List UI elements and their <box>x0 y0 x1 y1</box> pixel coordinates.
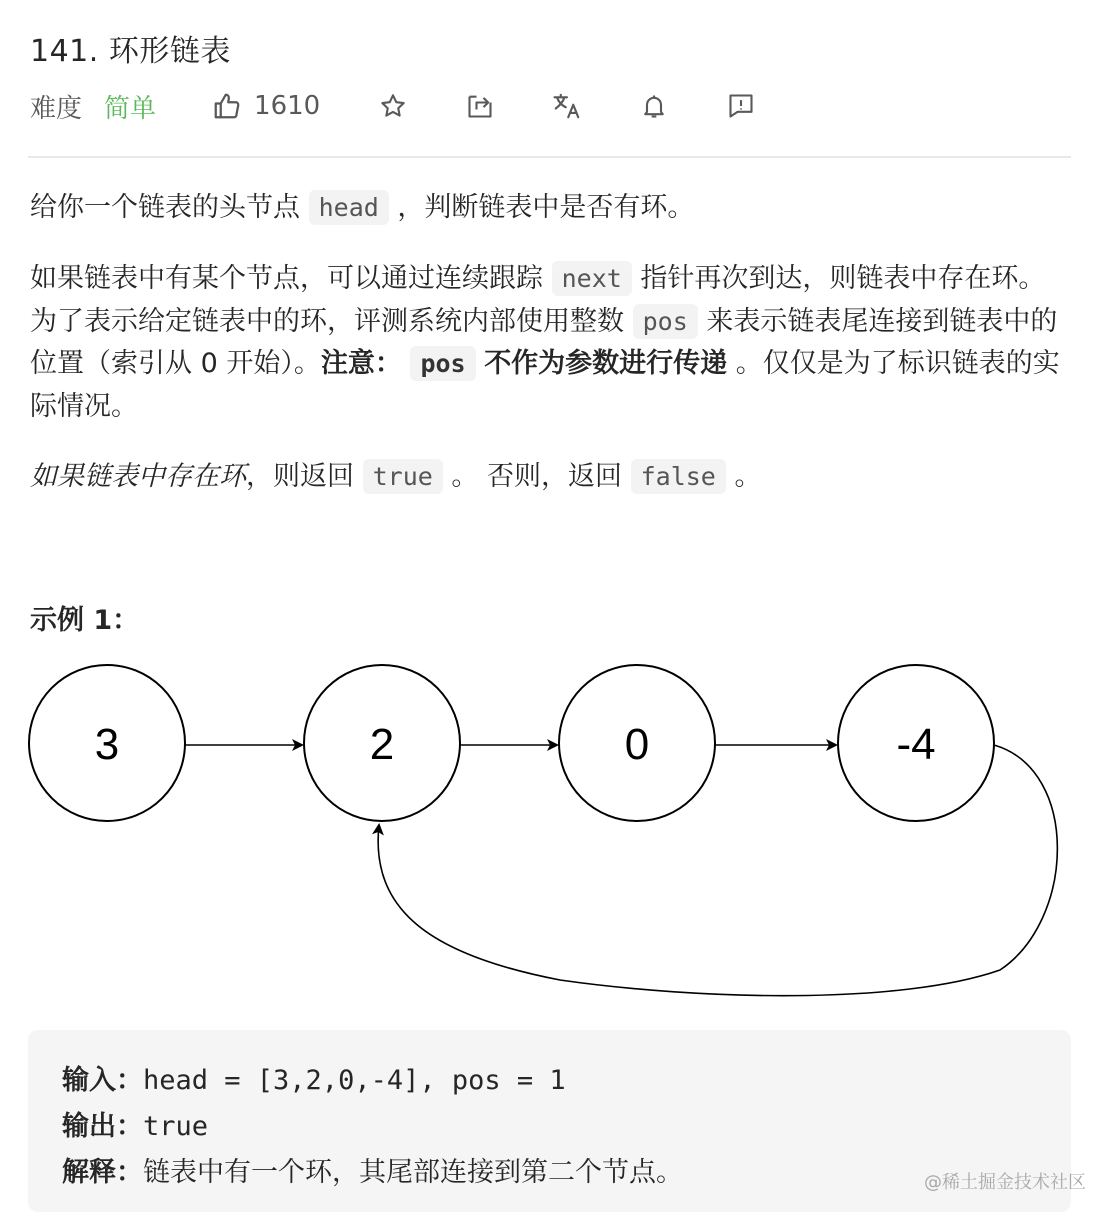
node-value-2: 0 <box>624 720 650 769</box>
feedback-icon <box>727 92 755 120</box>
watermark: @稀土掘金技术社区 <box>924 1172 1086 1193</box>
problem-meta-bar <box>30 84 756 128</box>
input-value: head = [3,2,0,-4], pos = 1 <box>143 1065 566 1096</box>
node-value-3: -4 <box>896 720 936 769</box>
output-label: 输出： <box>62 1111 143 1142</box>
header-divider <box>28 156 1071 158</box>
linked-list-diagram <box>0 650 1116 1010</box>
node-value-1: 2 <box>369 720 395 769</box>
code-pos: pos <box>633 304 698 339</box>
favorite-button[interactable] <box>378 91 408 121</box>
share-icon <box>466 92 494 120</box>
explain-value: 链表中有一个环，其尾部连接到第二个节点。 <box>143 1157 683 1188</box>
node-value-0: 3 <box>94 720 120 769</box>
code-true: true <box>363 459 443 494</box>
like-button[interactable] <box>212 91 320 121</box>
notification-button[interactable] <box>639 91 669 121</box>
example-output-line <box>62 1104 208 1143</box>
code-false: false <box>631 459 726 494</box>
note-label: 注意： <box>320 348 402 379</box>
difficulty-value: 简单 <box>104 93 157 124</box>
example-1-box <box>28 1030 1071 1212</box>
code-pos-bold: pos <box>410 346 475 381</box>
example-input-line <box>62 1058 566 1097</box>
input-label: 输入： <box>62 1065 143 1096</box>
example-explain-line <box>62 1150 683 1189</box>
translate-icon <box>552 91 582 121</box>
example-1-heading: 示例 1： <box>30 605 140 636</box>
description-paragraph-1: 给你一个链表的头节点 head ，判断链表中是否有环。 <box>30 192 695 223</box>
description-paragraph-3: 如果链表中存在环，则返回 true 。 否则，返回 false 。 <box>30 461 762 492</box>
bell-icon <box>640 92 668 120</box>
share-button[interactable] <box>465 91 495 121</box>
explain-label: 解释： <box>62 1157 143 1188</box>
translate-button[interactable] <box>552 91 582 121</box>
difficulty-label: 难度 <box>30 93 83 124</box>
like-count: 1610 <box>254 91 321 121</box>
problem-title: 141. 环形链表 <box>30 34 231 69</box>
note-text: 不作为参数进行传递 <box>484 348 728 379</box>
code-next: next <box>552 261 632 296</box>
thumbs-up-icon <box>212 91 242 121</box>
feedback-button[interactable] <box>726 91 756 121</box>
code-head: head <box>309 190 389 225</box>
italic-condition: 如果链表中存在环 <box>30 461 246 492</box>
output-value: true <box>143 1111 209 1142</box>
description-paragraph-2: 如果链表中有某个节点，可以通过连续跟踪 next 指针再次到达，则链表中存在环。 为了表示给定链表中的环，评测系统内部使用整数 pos 来表示链表尾连接到链表中的位置（索引从 0 开始）。注意： pos 不作为参数进行传递 。仅仅是为了标识链表的实际情况。 <box>30 263 1060 422</box>
star-icon <box>379 92 407 120</box>
